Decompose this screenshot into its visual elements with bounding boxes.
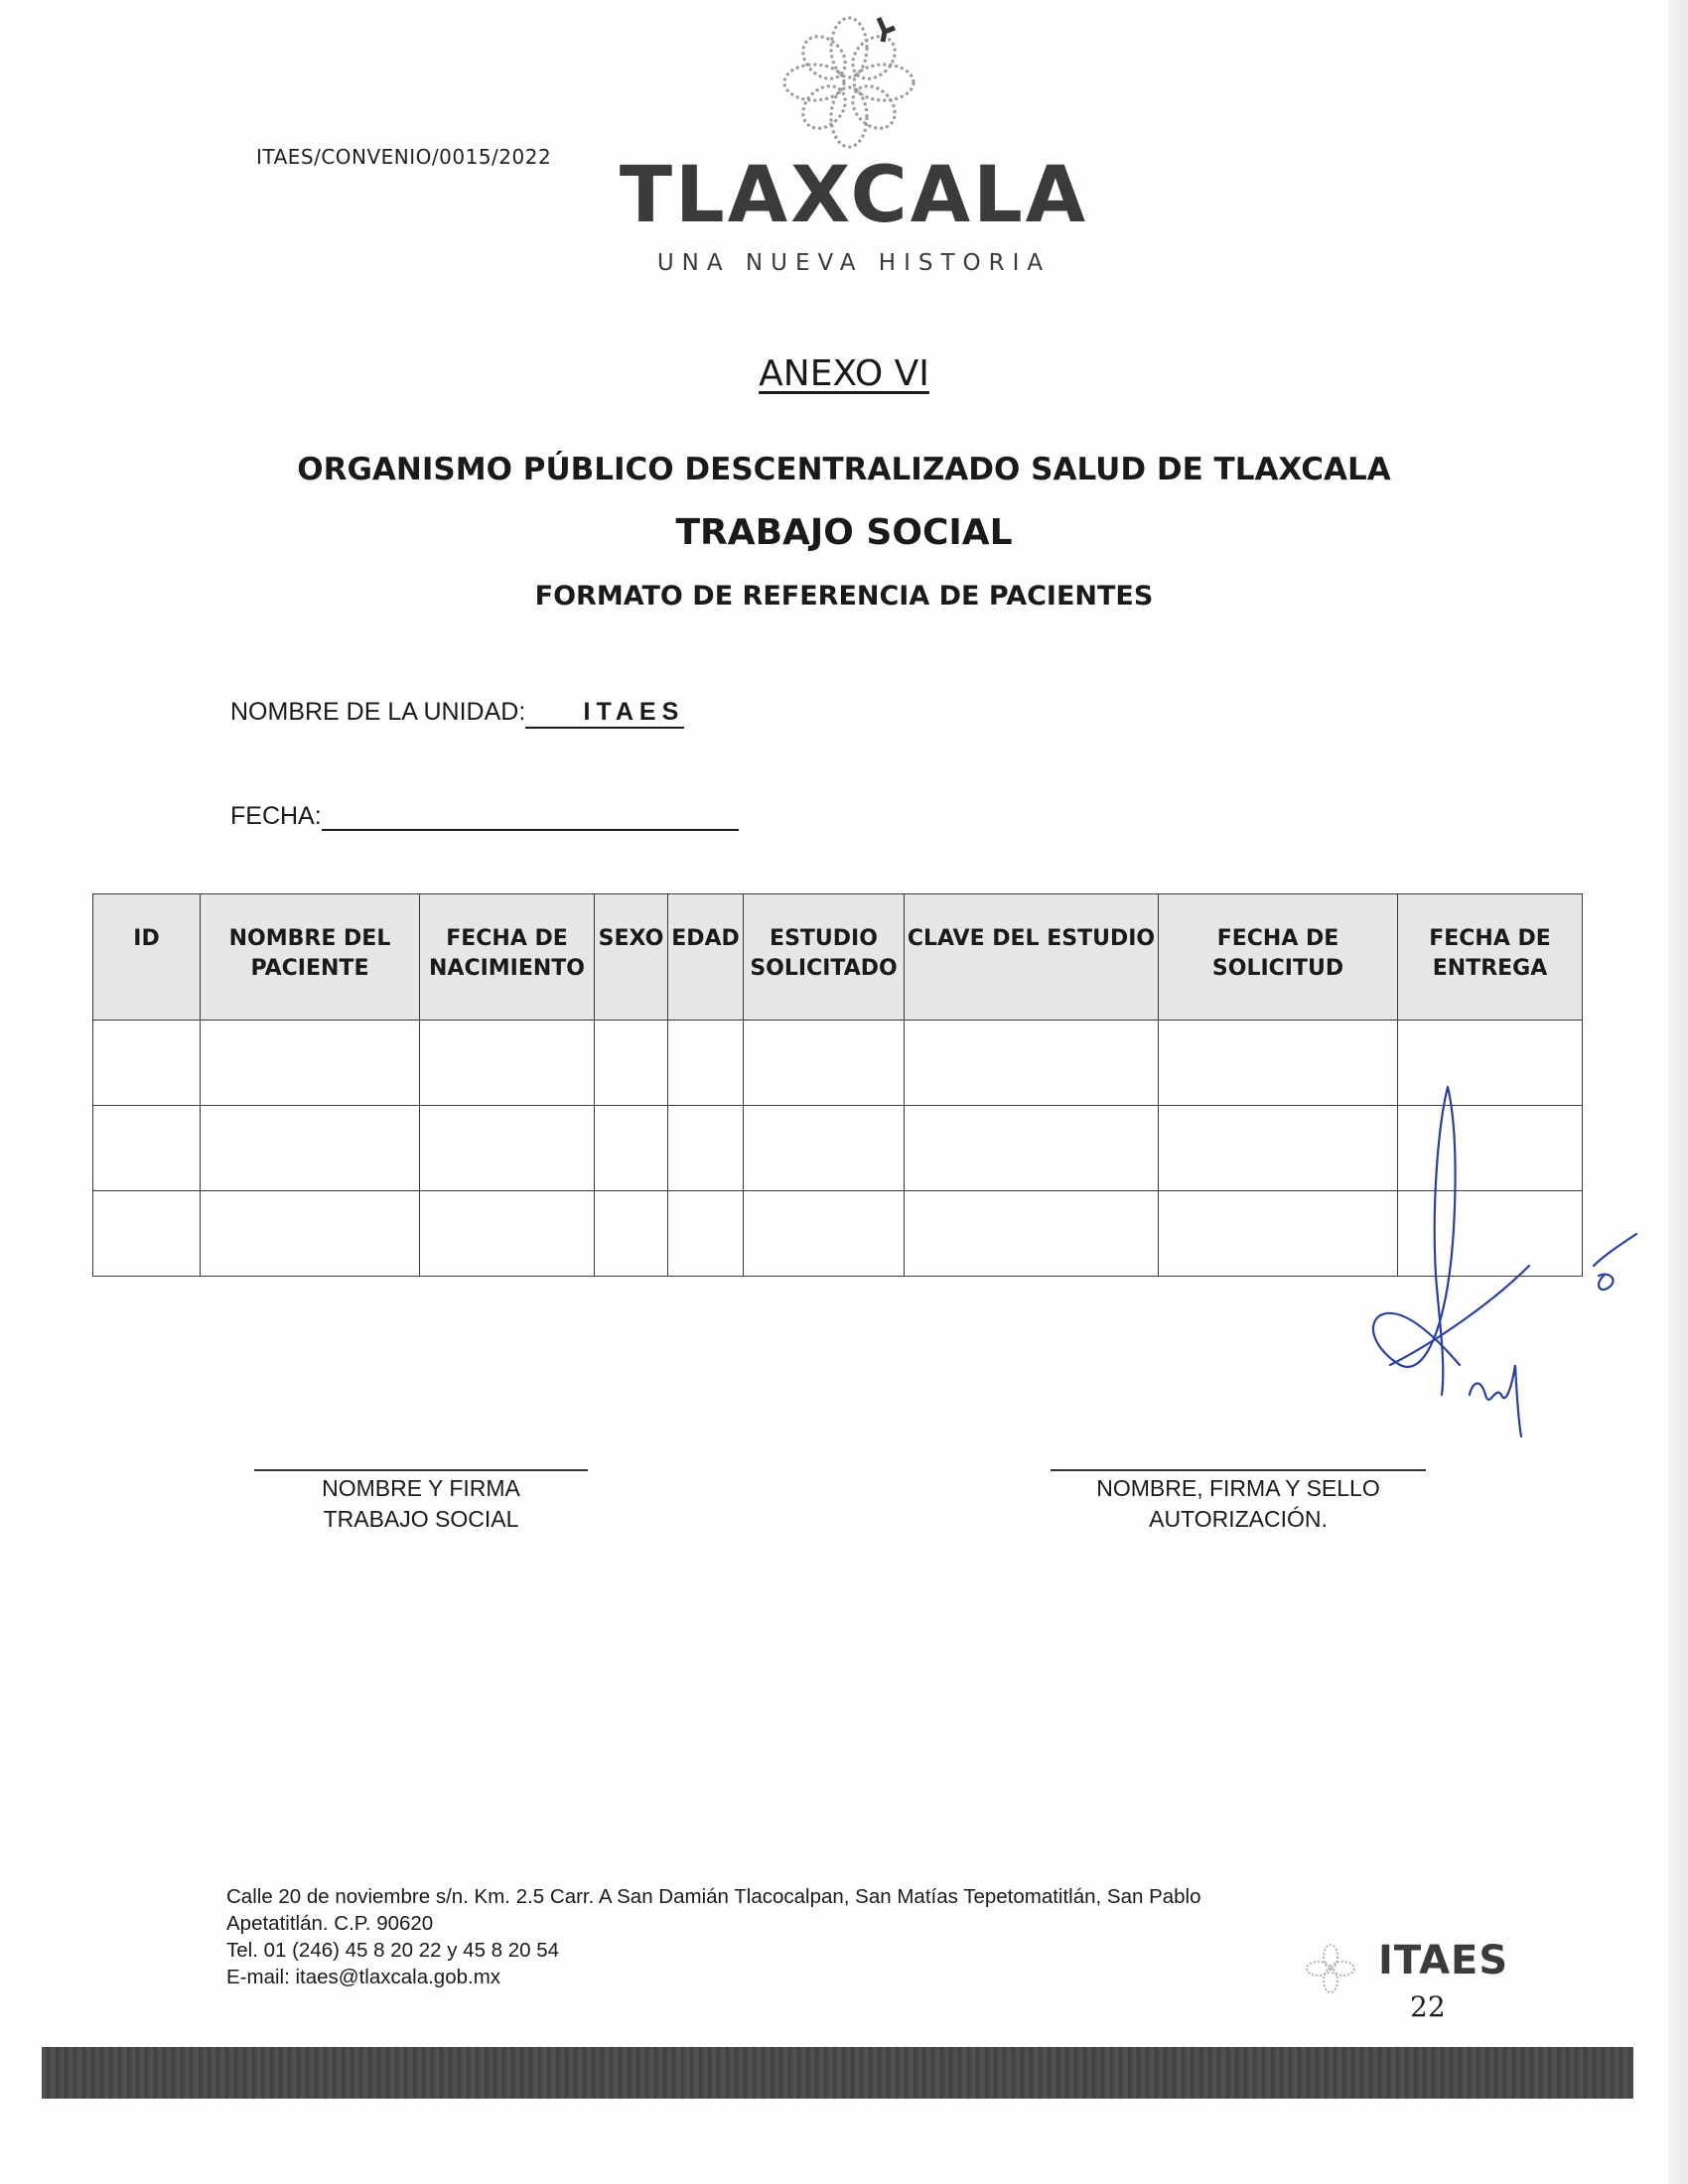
table-cell[interactable] — [595, 1191, 668, 1277]
col-birth-date — [420, 894, 595, 1021]
footer-line: Tel. 01 (246) 45 8 20 22 y 45 8 20 54 — [226, 1939, 560, 1962]
table-cell[interactable] — [668, 1106, 744, 1191]
unit-name-label: NOMBRE DE LA UNIDAD: — [230, 698, 526, 726]
table-cell[interactable] — [905, 1106, 1159, 1191]
logo-subtitle: UNA NUEVA HISTORIA — [656, 250, 1052, 276]
table-cell[interactable] — [93, 1021, 201, 1106]
signature-label-authorization — [1051, 1473, 1426, 1535]
table-cell[interactable] — [420, 1191, 595, 1277]
annex-title: ANEXO VI — [759, 353, 929, 394]
col-birth-date-label: FECHA DE NACIMIENTO — [429, 926, 585, 981]
logo-title: TLAXCALA — [619, 151, 1089, 240]
table-cell[interactable] — [744, 1106, 905, 1191]
organization-title: ORGANISMO PÚBLICO DESCENTRALIZADO SALUD DE TLAXCALA — [297, 452, 1391, 487]
signature-label-line: AUTORIZACIÓN. — [1149, 1506, 1328, 1532]
table-cell[interactable] — [93, 1191, 201, 1277]
date-field — [230, 802, 739, 831]
footer-line: Apetatitlán. C.P. 90620 — [226, 1912, 434, 1935]
flower-emblem-icon — [770, 8, 928, 157]
table-cell[interactable] — [905, 1021, 1159, 1106]
date-label: FECHA: — [230, 802, 322, 830]
signature-label-line: NOMBRE, FIRMA Y SELLO — [1096, 1475, 1380, 1501]
col-requested-study-label: ESTUDIO SOLICITADO — [750, 926, 898, 981]
col-request-date — [1159, 894, 1398, 1021]
signature-label-social-work — [254, 1473, 588, 1535]
table-cell[interactable] — [744, 1191, 905, 1277]
signature-line-authorization — [1051, 1469, 1426, 1471]
footer-address-block — [226, 1883, 1201, 1990]
table-cell[interactable] — [744, 1021, 905, 1106]
itaes-emblem-icon — [1301, 1939, 1360, 1998]
col-sex: SEXO — [595, 894, 668, 1021]
table-cell[interactable] — [420, 1106, 595, 1191]
col-study-code: CLAVE DEL ESTUDIO — [905, 894, 1159, 1021]
signature-label-line: NOMBRE Y FIRMA — [322, 1475, 520, 1501]
itaes-logo-text: ITAES — [1378, 1938, 1509, 1983]
table-cell[interactable] — [668, 1021, 744, 1106]
col-delivery-date — [1398, 894, 1583, 1021]
table-cell[interactable] — [201, 1106, 420, 1191]
table-cell[interactable] — [201, 1191, 420, 1277]
table-cell[interactable] — [93, 1106, 201, 1191]
table-cell[interactable] — [420, 1021, 595, 1106]
table-cell[interactable] — [905, 1191, 1159, 1277]
table-cell[interactable] — [201, 1021, 420, 1106]
unit-name-value: ITAES — [525, 698, 684, 729]
footer-line: E-mail: itaes@tlaxcala.gob.mx — [226, 1966, 501, 1988]
table-cell[interactable] — [595, 1021, 668, 1106]
col-patient-name — [201, 894, 420, 1021]
page-edge-shadow — [1668, 0, 1688, 2184]
form-title: FORMATO DE REFERENCIA DE PACIENTES — [534, 581, 1154, 612]
signature-label-line: TRABAJO SOCIAL — [323, 1506, 519, 1532]
table-cell[interactable] — [595, 1106, 668, 1191]
handwritten-signature — [1321, 1067, 1658, 1444]
page-number: 22 — [1410, 1990, 1446, 2023]
table-header-row — [93, 894, 1583, 1021]
bottom-decorative-bar — [42, 2047, 1633, 2099]
signature-line-social-work — [254, 1469, 588, 1471]
unit-name-field — [230, 698, 684, 729]
footer-line: Calle 20 de noviembre s/n. Km. 2.5 Carr. A San Damián Tlacocalpan, San Matías Tepetomatitlán, San Pablo — [226, 1885, 1201, 1908]
col-delivery-date-label: FECHA DE ENTREGA — [1429, 926, 1551, 981]
date-blank-line[interactable] — [322, 809, 739, 831]
col-requested-study — [744, 894, 905, 1021]
table-cell[interactable] — [668, 1191, 744, 1277]
department-title: TRABAJO SOCIAL — [675, 512, 1013, 553]
col-patient-name-label: NOMBRE DEL PACIENTE — [228, 926, 391, 981]
col-age: EDAD — [668, 894, 744, 1021]
reference-number: ITAES/CONVENIO/0015/2022 — [256, 145, 552, 169]
col-id: ID — [93, 894, 201, 1021]
col-request-date-label: FECHA DE SOLICITUD — [1211, 926, 1344, 981]
